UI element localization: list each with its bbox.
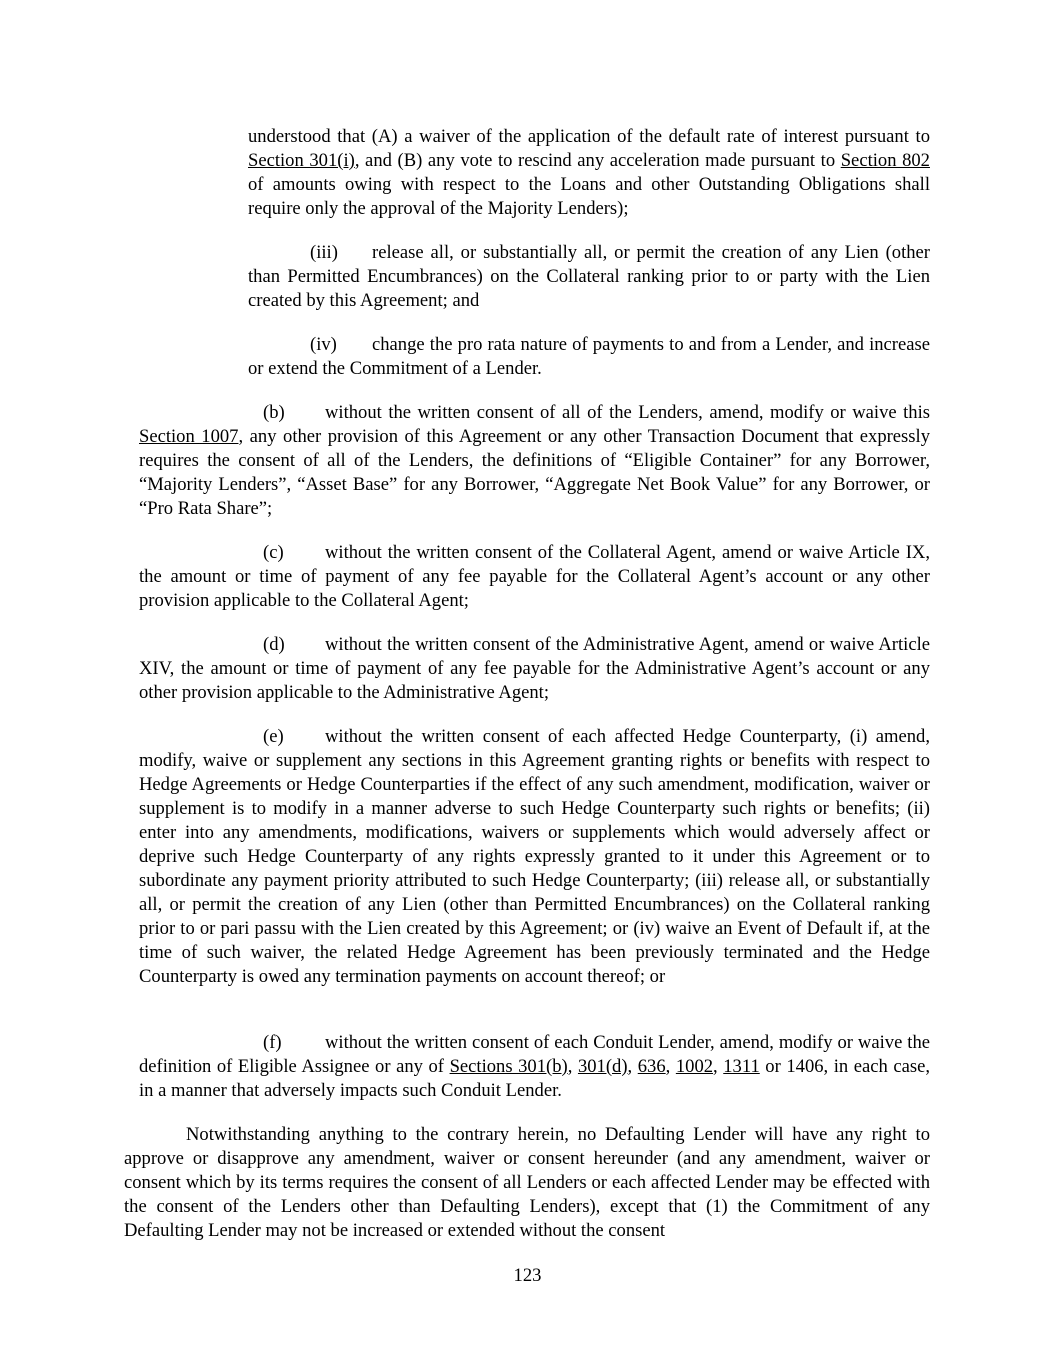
paragraph-notwithstanding (124, 1123, 930, 1243)
clause-text: without the written consent of all of the Lenders, amend, modify or waive this (325, 402, 930, 423)
separator: , (665, 1056, 676, 1077)
clause-label: (iii) (310, 242, 338, 263)
clause-label: (e) (263, 726, 284, 747)
separator: , (567, 1056, 578, 1077)
clause-text: without the written consent of each Conduit Lender, amend, modify or waive the definition of Eligible Assignee or any of (139, 1032, 930, 1077)
section-ref-1002: 1002 (675, 1056, 714, 1077)
clause-label: (iv) (310, 334, 337, 355)
clause-text: release all, or substantially all, or permit the creation of any Lien (other than Permitted Encumbrances) on the Collateral ranking prior to or party with the Lien created by this Agreement; and (248, 242, 930, 311)
clause-label: (d) (263, 634, 285, 655)
clause-text: change the pro rata nature of payments to and from a Lender, and increase or extend the Commitment of a Lender. (248, 334, 930, 379)
section-ref-1311: 1311 (723, 1056, 760, 1077)
text-run: , and (B) any vote to rescind any acceleration made pursuant to (354, 150, 841, 171)
clause-f (139, 1031, 930, 1103)
section-ref-802: Section 802 (840, 150, 930, 171)
clause-text: without the written consent of the Collateral Agent, amend or waive Article IX, the amount or time of payment of any fee payable for the Collateral Agent’s account or any other provision applicable to the Collateral Agent; (139, 542, 930, 611)
section-ref-301i: Section 301(i) (248, 150, 355, 171)
section-ref-1007: Section 1007 (139, 426, 239, 447)
clause-d (139, 633, 930, 705)
clause-label: (f) (263, 1032, 282, 1053)
clause-text: , any other provision of this Agreement or any other Transaction Document that expressly requires the consent of all of the Lenders, the definitions of “Eligible Container” for any Borrower, “Majority Lenders”, “Asset Base” for any Borrower, “Aggregate Net Book Value” for any Borrower, or “Pro Rata Share”; (139, 426, 930, 519)
page-number: 123 (513, 1265, 542, 1286)
clause-text: without the written consent of the Administrative Agent, amend or waive Article XIV, the amount or time of payment of any fee payable for the Administrative Agent’s account or any other provision applicable to the Administrative Agent; (139, 634, 930, 703)
paragraph-continuation (248, 125, 930, 221)
clause-b (139, 401, 930, 521)
clause-text: or 1406, in each case, in a manner that adversely impacts such Conduit Lender. (139, 1056, 931, 1101)
section-ref-636: 636 (637, 1056, 666, 1077)
clause-e (139, 725, 930, 989)
section-ref-301d: 301(d) (577, 1056, 628, 1077)
text-run: of amounts owing with respect to the Loans and other Outstanding Obligations shall require only the approval of the Majority Lenders); (248, 174, 930, 219)
clause-c (139, 541, 930, 613)
clause-iii (248, 241, 930, 313)
clause-label: (c) (263, 542, 284, 563)
paragraph-text: Notwithstanding anything to the contrary herein, no Defaulting Lender will have any right to approve or disapprove any amendment, waiver or consent hereunder (and any amendment, waiver or consent which by its terms requires the consent of all Lenders or each affected Lender may be effected with the consent of the Lenders other than Defaulting Lenders), except that (1) the Commitment of any Defaulting Lender may not be increased or extended without the consent (124, 1124, 930, 1241)
text-run: understood that (A) a waiver of the application of the default rate of interest pursuant to (248, 126, 930, 147)
clause-label: (b) (263, 402, 285, 423)
section-ref-301b: Sections 301(b) (449, 1056, 568, 1077)
separator: , (627, 1056, 638, 1077)
clause-iv (248, 333, 930, 381)
clause-text: without the written consent of each affected Hedge Counterparty, (i) amend, modify, waive or supplement any sections in this Agreement granting rights or benefits with respect to Hedge Agreements or Hedge Counterparties if the effect of any such amendment, modification, waiver or supplement is to modify in a manner adverse to such Hedge Counterparty such rights or benefits; (ii) enter into any amendments, modifications, waivers or supplements which would adversely affect or deprive such Hedge Counterparty of any rights expressly granted to it under this Agreement or to subordinate any payment priority attributed to such Hedge Counterparty; (iii) release all, or substantially all, or permit the creation of any Lien (other than Permitted Encumbrances) on the Collateral ranking prior to or pari passu with the Lien created by this Agreement; or (iv) waive an Event of Default if, at the time of such waiver, the related Hedge Agreement has been previously terminated and the Hedge Counterparty is owed any termination payments on account thereof; or (139, 726, 930, 987)
separator: , (713, 1056, 724, 1077)
